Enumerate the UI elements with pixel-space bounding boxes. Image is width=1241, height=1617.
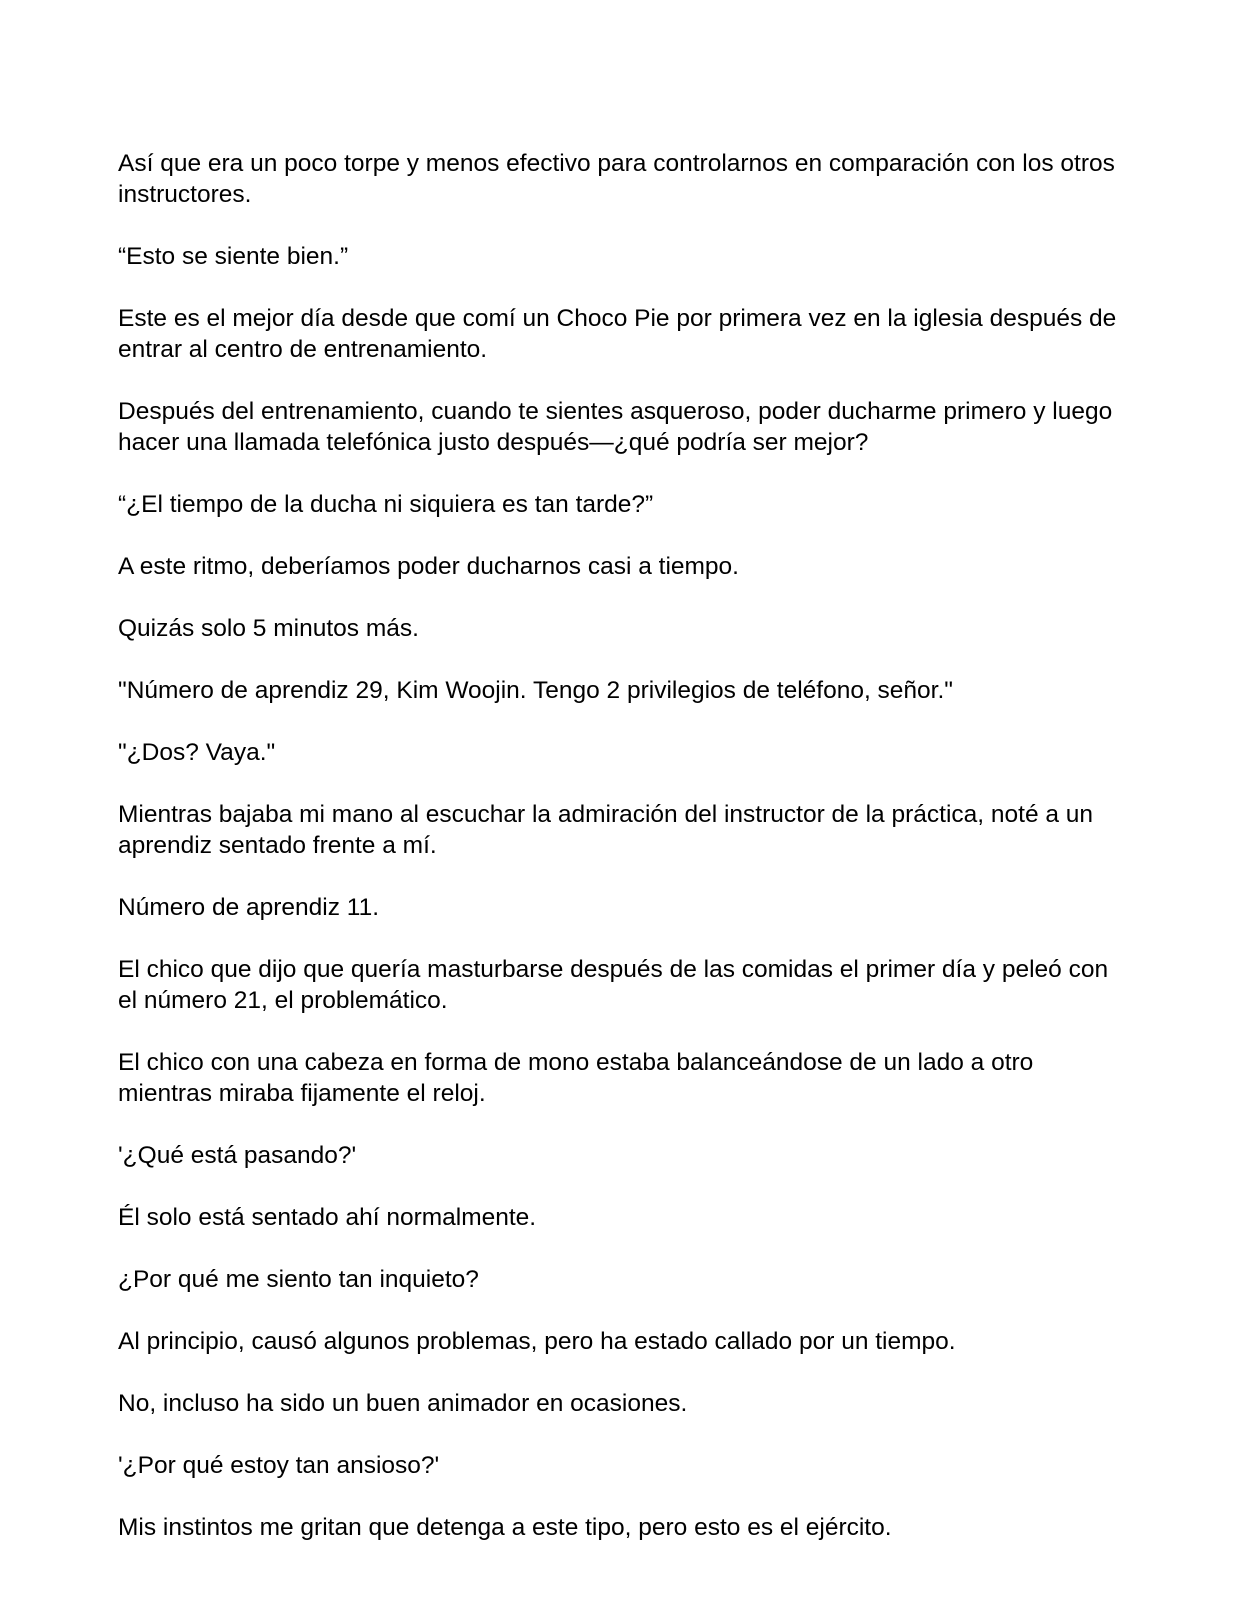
paragraph: Mientras bajaba mi mano al escuchar la admiración del instructor de la práctica, noté a un aprendiz sentado frente a mí.: [118, 801, 1094, 859]
paragraph: '¿Por qué estoy tan ansioso?': [118, 1452, 440, 1479]
paragraph: El chico con una cabeza en forma de mono estaba balanceándose de un lado a otro mientras miraba fijamente el reloj.: [118, 1049, 1034, 1107]
paragraph: Él solo está sentado ahí normalmente.: [118, 1204, 537, 1231]
paragraph: "Número de aprendiz 29, Kim Woojin. Tengo 2 privilegios de teléfono, señor.": [118, 677, 953, 704]
paragraph: Así que era un poco torpe y menos efectivo para controlarnos en comparación con los otros instructores.: [118, 150, 1115, 208]
paragraph: “Esto se siente bien.”: [118, 243, 349, 270]
paragraph: Después del entrenamiento, cuando te sientes asqueroso, poder ducharme primero y luego hacer una llamada telefónica justo después—¿qué podría ser mejor?: [118, 398, 1113, 456]
paragraph: Mis instintos me gritan que detenga a este tipo, pero esto es el ejército.: [118, 1514, 892, 1541]
document-body: [118, 148, 1128, 1574]
paragraph: Al principio, causó algunos problemas, pero ha estado callado por un tiempo.: [118, 1328, 956, 1355]
paragraph: El chico que dijo que quería masturbarse después de las comidas el primer día y peleó con el número 21, el problemático.: [118, 956, 1109, 1014]
paragraph: A este ritmo, deberíamos poder ducharnos casi a tiempo.: [118, 553, 739, 580]
paragraph: Este es el mejor día desde que comí un Choco Pie por primera vez en la iglesia después de entrar al centro de entrenamiento.: [118, 305, 1117, 363]
paragraph: "¿Dos? Vaya.": [118, 739, 276, 766]
paragraph: '¿Qué está pasando?': [118, 1142, 357, 1169]
paragraph: “¿El tiempo de la ducha ni siquiera es tan tarde?”: [118, 491, 654, 518]
paragraph: ¿Por qué me siento tan inquieto?: [118, 1266, 479, 1293]
paragraph: Número de aprendiz 11.: [118, 894, 380, 921]
paragraph: No, incluso ha sido un buen animador en ocasiones.: [118, 1390, 688, 1417]
paragraph: Quizás solo 5 minutos más.: [118, 615, 419, 642]
